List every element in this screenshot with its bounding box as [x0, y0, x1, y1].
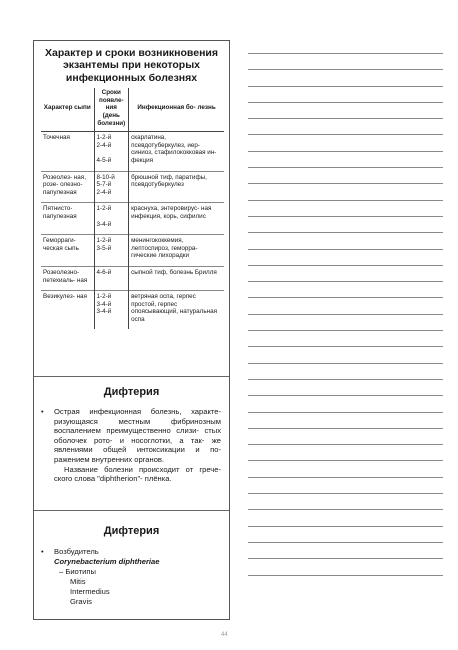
note-line — [248, 558, 443, 559]
slide-card — [33, 40, 230, 620]
onset-days — [94, 171, 129, 203]
note-line — [248, 493, 443, 494]
note-line — [248, 428, 443, 429]
onset-day: 1-2-й — [96, 134, 112, 142]
onset-day: 3-4-й — [96, 308, 112, 316]
note-line — [248, 232, 443, 233]
onset-day: 3-5-й — [96, 244, 112, 252]
diphtheria-definition-section — [34, 386, 229, 511]
diphtheria-pathogen-section — [34, 525, 229, 644]
note-line — [248, 249, 443, 250]
organism-name: Corynebacterium diphtheriae — [54, 557, 160, 566]
note-line — [248, 395, 443, 396]
note-line — [248, 69, 443, 70]
onset-days — [94, 235, 129, 267]
biotype-item: Gravis — [70, 597, 92, 606]
note-line — [248, 477, 443, 478]
note-line — [248, 509, 443, 510]
onset-day: 8-10-й — [96, 173, 115, 181]
definition-heading: Дифтерия — [103, 386, 160, 398]
table-row — [41, 171, 224, 203]
biotypes-label: – Биотипы — [59, 567, 96, 576]
onset-day: 5-7-й — [96, 181, 112, 189]
table-row — [41, 266, 224, 290]
infectious-disease: менингококкемия, лептоспироз, геморра- гические лихорадки — [129, 235, 224, 267]
onset-day — [97, 149, 127, 157]
header-character: Характер сыпи — [41, 88, 94, 131]
bullet-icon: • — [41, 407, 44, 416]
note-line — [248, 542, 443, 543]
note-line — [248, 183, 443, 184]
note-line — [248, 118, 443, 119]
table-row — [41, 291, 224, 330]
note-line — [248, 314, 443, 315]
onset-day — [97, 213, 127, 221]
pathogen-heading: Дифтерия — [103, 525, 160, 537]
onset-day: 2-4-й — [96, 188, 112, 196]
notes-lines — [248, 53, 443, 591]
infectious-disease: краснуха, энтеровирус- ная инфекция, корь, сифилис — [129, 203, 224, 235]
onset-days — [94, 132, 129, 171]
note-line — [248, 216, 443, 217]
infectious-disease: брюшной тиф, паратифы, псевдотуберкулез — [129, 171, 224, 203]
definition-text: Острая инфекционная болезнь, характе- ризующаяся местным фибринозным воспалением преимущественно слизи- стых оболочек рото- и носоглотки, а так- же явлениями общей интоксикации и по- ражением внутренних органов. — [54, 407, 221, 464]
table-row — [41, 235, 224, 267]
note-line — [248, 86, 443, 87]
header-days: Сроки появле- ния (день болезни) — [94, 88, 129, 131]
note-line — [248, 281, 443, 282]
note-line — [248, 460, 443, 461]
onset-day: 3-4-й — [96, 220, 112, 228]
infectious-disease: сыпной тиф, болезнь Брилля — [129, 266, 224, 290]
onset-day: 4-6-й — [96, 268, 112, 276]
bullet-icon: • — [41, 547, 44, 556]
rash-character: Розеолез- ная, розе- олезно- папулезная — [41, 171, 94, 203]
onset-day: 4-5-й — [96, 156, 112, 164]
definition-block — [41, 407, 221, 484]
rash-character: Геморраги- ческая сыпь — [41, 235, 94, 267]
note-line — [248, 575, 443, 576]
onset-day: 2-4-й — [96, 141, 112, 149]
onset-days — [94, 266, 129, 290]
exanthema-table-section — [34, 41, 229, 377]
rash-character: Пятнисто- папулезная — [41, 203, 94, 235]
note-line — [248, 363, 443, 364]
onset-day: 1-2-й — [96, 237, 112, 245]
onset-day: 1-2-й — [96, 205, 112, 213]
onset-days — [94, 291, 129, 330]
onset-day: 3-4-й — [96, 300, 112, 308]
note-line — [248, 151, 443, 152]
onset-day: 1-2-й — [96, 293, 112, 301]
biotype-item: Intermedius — [70, 587, 110, 596]
note-line — [248, 346, 443, 347]
note-line — [248, 330, 443, 331]
rash-character: Везикулез- ная — [41, 291, 94, 330]
note-line — [248, 53, 443, 54]
note-line — [248, 444, 443, 445]
etymology-text: Название болезни происходит от грече- ского слова "diphtherion"- плёнка. — [54, 464, 221, 484]
pathogen-list — [41, 547, 229, 607]
rash-character: Розеолезно- петехиаль- ная — [41, 266, 94, 290]
note-line — [248, 297, 443, 298]
note-line — [248, 379, 443, 380]
note-line — [248, 526, 443, 527]
table-body — [41, 132, 224, 330]
exanthema-table — [41, 88, 224, 329]
note-line — [248, 102, 443, 103]
biotype-item: Mitis — [70, 577, 86, 586]
note-line — [248, 167, 443, 168]
note-line — [248, 134, 443, 135]
rash-character: Точечная — [41, 132, 94, 171]
onset-days — [94, 203, 129, 235]
pathogen-label: Возбудитель — [54, 547, 99, 556]
table-row — [41, 132, 224, 171]
table-row — [41, 203, 224, 235]
header-disease: Инфекционная бо- лезнь — [129, 88, 224, 131]
table-title: Характер и сроки возникновения экзантемы при некоторых инфекционных болезнях — [44, 47, 219, 84]
note-line — [248, 265, 443, 266]
infectious-disease: ветряная оспа, герпес простой, герпес опоясывающий, натуральная оспа — [129, 291, 224, 330]
note-line — [248, 412, 443, 413]
page-number: 44 — [221, 632, 228, 638]
infectious-disease: скарлатина, псевдотуберкулез, иер- синиоз, стафилококковая ин- фекция — [129, 132, 224, 171]
note-line — [248, 200, 443, 201]
